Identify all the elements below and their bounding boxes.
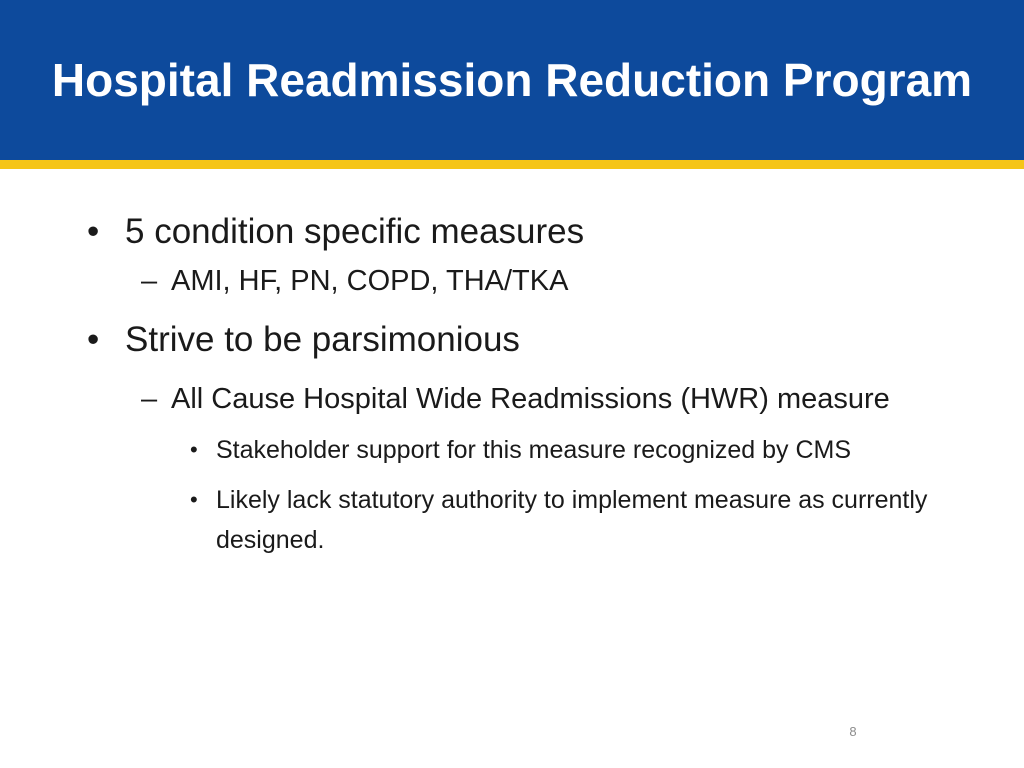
sub-sub-bullet-text: Stakeholder support for this measure recognized by CMS xyxy=(216,436,852,464)
dash-marker: – xyxy=(141,383,158,415)
bullet-text: Strive to be parsimonious xyxy=(125,320,520,359)
sub-sub-bullet-text: Likely lack statutory authority to implement measure as currently designed. xyxy=(216,486,928,554)
slide-title: Hospital Readmission Reduction Program xyxy=(51,54,973,106)
bullet-marker: • xyxy=(87,212,100,251)
sub-bullet-text: AMI, HF, PN, COPD, THA/TKA xyxy=(171,265,569,297)
sub-bullet-text: All Cause Hospital Wide Readmissions (HWR) measure xyxy=(171,383,890,415)
title-band xyxy=(0,0,1024,160)
sub-sub-bullet-item xyxy=(190,480,961,560)
bullet-item xyxy=(87,210,945,254)
sub-bullet-item xyxy=(141,260,931,302)
dash-marker: – xyxy=(141,265,158,297)
accent-stripe xyxy=(0,160,1024,169)
slide-body xyxy=(0,210,1024,560)
bullet-item xyxy=(87,318,945,362)
bullet-marker: • xyxy=(190,487,198,512)
bullet-text: 5 condition specific measures xyxy=(125,212,585,251)
bullet-marker: • xyxy=(190,437,198,462)
sub-bullet-item xyxy=(141,378,931,420)
page-number: 8 xyxy=(849,724,857,739)
bullet-marker: • xyxy=(87,320,100,359)
sub-sub-bullet-item xyxy=(190,430,961,470)
